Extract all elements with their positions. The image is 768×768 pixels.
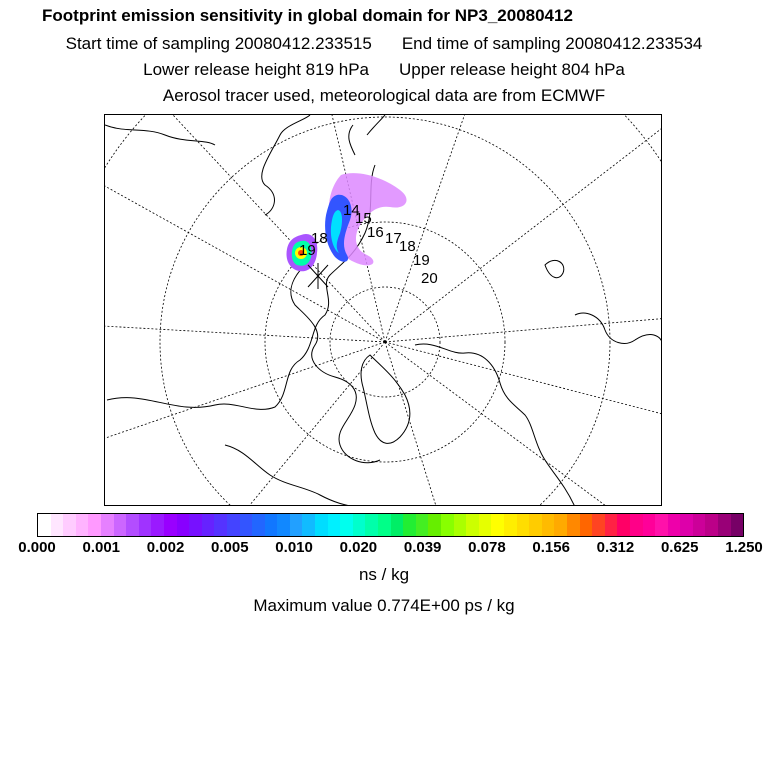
color-scale-segment: [315, 514, 328, 536]
track-label: 15: [355, 210, 372, 227]
color-scale-segment: [277, 514, 290, 536]
color-scale-segment: [718, 514, 731, 536]
color-scale-segment: [580, 514, 593, 536]
meridian: [105, 325, 385, 342]
color-scale-segment: [365, 514, 378, 536]
track-label: 18: [311, 230, 328, 247]
color-scale-segment: [592, 514, 605, 536]
color-scale-segment: [391, 514, 404, 536]
track-label: 16: [367, 224, 384, 241]
color-scale-segment: [403, 514, 416, 536]
color-scale-segment: [567, 514, 580, 536]
track-label: 14: [343, 202, 360, 219]
color-scale-segment: [38, 514, 51, 536]
color-scale-segment: [731, 514, 744, 536]
meridian: [225, 342, 385, 506]
color-scale-segment: [529, 514, 542, 536]
color-scale-bar: [37, 513, 744, 537]
color-scale-tick-label: 0.005: [211, 539, 249, 556]
color-scale-segment: [441, 514, 454, 536]
color-scale-segment: [504, 514, 517, 536]
color-scale-tick-label: 0.625: [660, 539, 699, 556]
lat-circle: [160, 117, 610, 506]
color-scale-segment: [680, 514, 693, 536]
color-scale-tick-label: 0.078: [468, 539, 506, 556]
color-scale-segment: [164, 514, 177, 536]
start-time-label: Start time of sampling 20080412.233515: [65, 34, 372, 53]
color-scale-segment: [340, 514, 353, 536]
color-scale-tick-label: 0.002: [146, 539, 185, 556]
color-scale-segment: [466, 514, 479, 536]
color-scale-segment: [605, 514, 618, 536]
coastlines: [105, 115, 662, 506]
meridian: [385, 342, 662, 425]
color-scale-segment: [101, 514, 114, 536]
upper-height-label: Upper release height 804 hPa: [399, 60, 625, 79]
latitude-circles: [105, 115, 662, 506]
color-scale-tick-label: 1.250: [725, 539, 763, 556]
color-scale-segment: [114, 514, 127, 536]
tracer-note: Aerosol tracer used, meteorological data are from ECMWF: [162, 86, 606, 105]
color-scale-segment: [328, 514, 341, 536]
color-scale-segment: [265, 514, 278, 536]
color-scale-segment: [479, 514, 492, 536]
color-scale-segment: [542, 514, 555, 536]
chart-title: Footprint emission sensitivity in global domain for NP3_20080412: [42, 6, 573, 25]
map-canvas: [105, 115, 662, 506]
coastline-islands: [349, 115, 385, 155]
color-scale-tick-label: 0.010: [275, 539, 313, 556]
color-scale-segment: [353, 514, 366, 536]
meridian: [385, 115, 662, 342]
unit-label: ns / kg: [358, 565, 410, 584]
meridian: [385, 115, 475, 342]
track-label: 19: [299, 242, 316, 259]
meridian: [105, 342, 385, 445]
sampling-times: [0, 34, 768, 54]
maximum-value-label: Maximum value 0.774E+00 ps / kg: [253, 596, 515, 615]
color-scale-segment: [517, 514, 530, 536]
color-scale-segment: [126, 514, 139, 536]
color-scale-segment: [151, 514, 164, 536]
color-scale-segment: [302, 514, 315, 536]
meridian: [385, 342, 445, 506]
color-scale-segment: [378, 514, 391, 536]
color-scale-segment: [630, 514, 643, 536]
color-scale-segment: [617, 514, 630, 536]
coastline-scandinavia: [262, 115, 310, 215]
color-scale-segment: [202, 514, 215, 536]
release-heights: [0, 60, 768, 80]
color-scale-segment: [290, 514, 303, 536]
color-scale-segment: [643, 514, 656, 536]
color-scale-segment: [693, 514, 706, 536]
color-scale-segment: [454, 514, 467, 536]
coastline-island: [545, 260, 564, 277]
color-scale-segment: [189, 514, 202, 536]
color-scale-segment: [668, 514, 681, 536]
track-label: 17: [385, 230, 402, 247]
color-scale-segment: [227, 514, 240, 536]
footprint-map: [104, 114, 662, 506]
color-scale-tick-label: 0.000: [18, 539, 56, 556]
color-scale-tick-label: 0.156: [532, 539, 570, 556]
meridians: [105, 115, 662, 506]
coastline-greenland: [361, 355, 410, 443]
lat-circle: [105, 115, 662, 506]
coastline-north-america: [225, 445, 355, 506]
color-scale-segment: [76, 514, 89, 536]
color-scale-segment: [139, 514, 152, 536]
color-scale-segment: [416, 514, 429, 536]
color-scale-segment: [240, 514, 253, 536]
lower-height-label: Lower release height 819 hPa: [143, 60, 369, 79]
color-scale-segment: [214, 514, 227, 536]
color-scale-segment: [705, 514, 718, 536]
meridian: [385, 315, 662, 342]
color-scale-segment: [428, 514, 441, 536]
track-label: 20: [421, 270, 438, 287]
track-label: 18: [399, 238, 416, 255]
track-label: 19: [413, 252, 430, 269]
meridian: [385, 342, 645, 506]
color-scale-segment: [51, 514, 64, 536]
color-scale-segment: [252, 514, 265, 536]
color-scale-tick-label: 0.001: [82, 539, 121, 556]
color-scale-segment: [88, 514, 101, 536]
end-time-label: End time of sampling 20080412.233534: [401, 34, 703, 53]
coastline-eurasia: [415, 344, 575, 506]
color-scale-segment: [491, 514, 504, 536]
color-scale-tick-label: 0.312: [596, 539, 635, 556]
color-scale-segment: [63, 514, 76, 536]
color-scale-tick-label: 0.039: [403, 539, 442, 556]
color-scale-segment: [177, 514, 190, 536]
coastline-siberia: [575, 313, 662, 345]
color-scale-segment: [655, 514, 668, 536]
color-scale-tick-label: 0.020: [339, 539, 378, 556]
color-scale-segment: [554, 514, 567, 536]
